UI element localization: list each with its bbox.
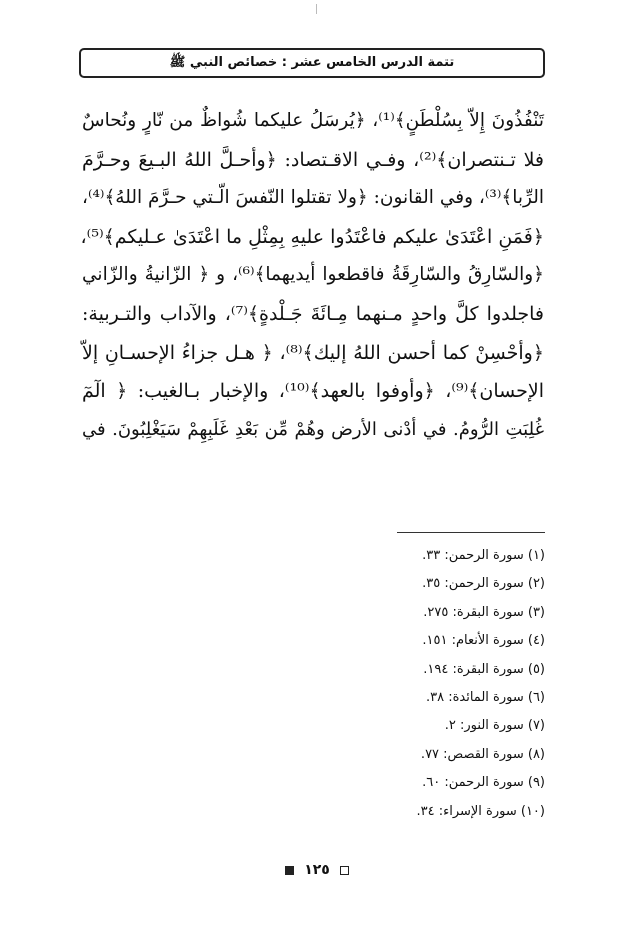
footnotes-list xyxy=(300,542,545,826)
filled-square-ornament xyxy=(285,866,294,875)
body-line: ﴿فَمَنِ اعْتَدَىٰ عليكم فاعْتَدُوا عليهِ بِمِثْلِ ما اعْتَدَىٰ عـليكم﴾⁽⁵⁾، xyxy=(80,225,544,248)
page-number: ١٢٥ xyxy=(304,862,330,878)
footnote-item: (٥) سورة البقرة: ١٩٤. xyxy=(423,661,545,677)
footnote-item: (٦) سورة المائدة: ٣٨. xyxy=(425,689,545,705)
body-text xyxy=(82,102,544,449)
body-line: غُلِبَتِ الرُّومُ. في أدْنى الأرض وهُمْ مِّن بَعْدِ غَلَبِهِمْ سَيَغْلِبُونَ. في xyxy=(82,418,544,440)
footnote-item: (١٠) سورة الإسراء: ٣٤. xyxy=(416,803,545,819)
body-line: تَنْفُذُونَ إِلاّ بِسُلْطَنٍ﴾⁽¹⁾، ﴿يُرسَلُ عليكما شُواظٌ من نّارٍ ونُحاسٌ xyxy=(82,110,544,131)
body-line: فاجلدوا كلَّ واحدٍ مـنهما مِـائَةَ جَـلْدةٍ﴾⁽⁷⁾، والآداب والتـربية: xyxy=(82,302,544,325)
footnote-item: (٩) سورة الرحمن: ٦٠. xyxy=(422,775,545,791)
body-line: الرِّبا﴾⁽³⁾، وفي القانون: ﴿ولا تقتلوا النّفسَ الّـتي حـرَّمَ اللهُ﴾⁽⁴⁾، xyxy=(81,187,544,209)
body-line: ﴿والسّارِقُ والسّارِقَةُ فاقطعوا أيديهما﴾⁽⁶⁾، و ﴿ الزّانيةُ والزّاني xyxy=(82,264,544,286)
footnote-item: (٢) سورة الرحمن: ٣٥. xyxy=(422,576,545,592)
footnote-item: (٨) سورة القصص: ٧٧. xyxy=(420,746,545,762)
footnote-item: (٧) سورة النور: ٢. xyxy=(444,718,545,734)
body-line: فلا تـنتصران﴾⁽²⁾، وفـي الاقـتصاد: ﴿وأحـلَّ اللهُ البـيعَ وحـرَّمَ xyxy=(82,148,544,171)
footnote-divider xyxy=(397,532,545,533)
footnote-item: (٣) سورة البقرة: ٢٧٥. xyxy=(423,604,545,620)
body-line: ﴿وأحْسِنْ كما أحسن اللهُ إليك﴾⁽⁸⁾، ﴿ هـل جزاءُ الإحسـانِ إلاّ xyxy=(82,341,544,364)
crop-mark xyxy=(316,4,317,14)
body-line: الإحسان﴾⁽⁹⁾، ﴿وأوفوا بالعهد﴾⁽¹⁰⁾، والإخبار بـالغيب: ﴿ الٓمٓ xyxy=(82,380,544,403)
footnote-item: (١) سورة الرحمن: ٣٣. xyxy=(422,548,545,563)
header-title: تتمة الدرس الخامس عشر : خصائص النبي ﷺ xyxy=(169,55,455,70)
footnote-item: (٤) سورة الأنعام: ١٥١. xyxy=(422,633,545,649)
page-footer xyxy=(0,858,634,882)
empty-square-ornament xyxy=(340,866,349,875)
running-header xyxy=(79,48,545,78)
